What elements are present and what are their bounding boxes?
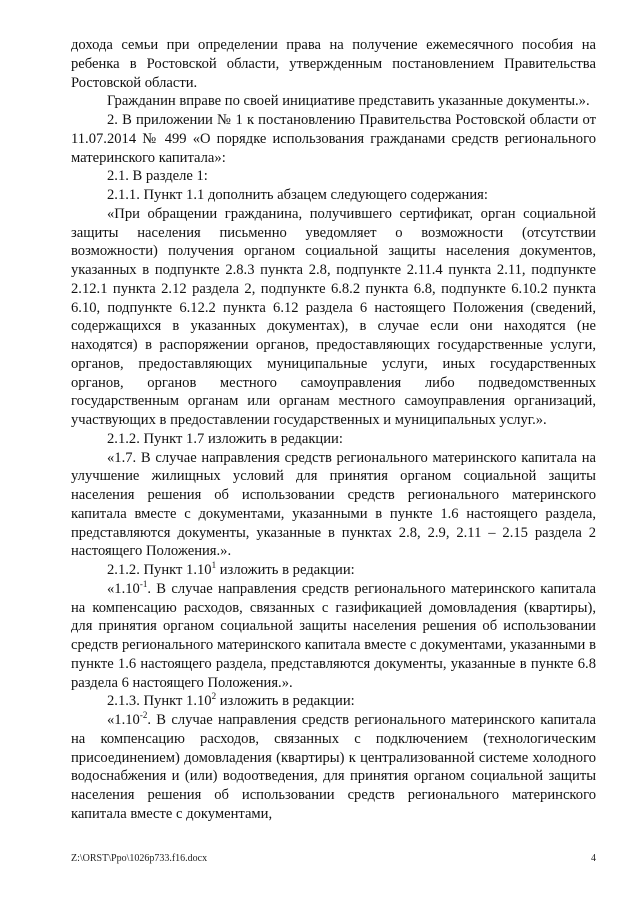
paragraph: 2.1.2. Пункт 1.7 изложить в редакции: xyxy=(107,430,343,447)
paragraph-point-1-10-1: «$1.10^{-1}$. В случае направления средств регионального материнского капитала на компенсацию расходов, связанных с газификацией домовладения (квартиры), для принятия органом социальной защиты населения решения об использовании средств регионального материнского капитала вместе с документами, указанными в пункте 1.6 настоящего раздела, представляются документы, указанные в пункте 6.8 раздела 6 настоящего Положения.». xyxy=(71,578,596,691)
paragraph-point-1-10-2-heading: 2.1.3. Пункт 1.10$^2$ изложить в редакции: xyxy=(107,691,355,710)
paragraph: дохода семьи при определении права на получение ежемесячного пособия на ребенка в Ростовской области, утвержденным постановлением Правительства Ростовской области. xyxy=(71,37,596,91)
paragraph: «При обращении гражданина, получившего сертификат, орган социальной защиты населения письменно уведомляет о возможности (отсутствии возможности) получения органом социальной защиты населения документов, указанных в подпункте 2.8.3 пункта 2.8, подпункте 2.11.4 пункта 2.11, подпункте 2.12.1 пункта 2.12 раздела 2, подпункте 6.8.2 пункта 6.8, подпункте 6.10.2 пункта 6.10, подпункте 6.12.2 пункта 6.12 раздела 6 настоящего Положения (сведений, содержащихся в указанных документах), в случае если они находятся (не находятся) в распоряжении органов, предоставляющих государственные услуги, органов, предоставляющих муниципальные услуги, иных государственных органов, органов местного самоуправления либо подведомственных государственным органам или органам местного самоуправления организаций, участвующих в предоставлении государственных и муниципальных услуг.». xyxy=(71,205,596,428)
document-body xyxy=(71,36,596,824)
paragraph: Гражданин вправе по своей инициативе представить указанные документы.». xyxy=(107,93,590,110)
paragraph: «1.7. В случае направления средств регионального материнского капитала на улучшение жилищных условий для принятия органом социальной защиты населения решения об использовании средств регионального материнского капитала вместе с документами, указанными в пункте 1.6 настоящего раздела, представляются документы, указанные в пунктах 2.8, 2.9, 2.11 – 2.15 раздела 2 настоящего Положения.». xyxy=(71,449,596,560)
paragraph: 2. В приложении № 1 к постановлению Правительства Ростовской области от 11.07.2014 № 499 «О порядке использования гражданами средств регионального материнского капитала»: xyxy=(71,112,596,166)
page-number: 4 xyxy=(591,853,596,864)
paragraph-point-1-10-2: «$1.10^{-2}$. В случае направления средств регионального материнского капитала на компенсацию расходов, связанных с подключением (технологическим присоединением) домовладения (квартиры) к централизованной системе холодного водоснабжения и (или) водоотведения, для принятия органом социальной защиты населения решения об использовании средств регионального материнского капитала вместе с документами, xyxy=(71,710,596,822)
footer-filename: Z:\ORST\Ppo\1026p733.f16.docx xyxy=(71,853,208,864)
paragraph-point-1-10-1-heading: 2.1.2. Пункт 1.10$^1$ изложить в редакции: xyxy=(107,560,355,578)
paragraph: 2.1. В разделе 1: xyxy=(107,168,208,185)
paragraph: 2.1.1. Пункт 1.1 дополнить абзацем следующего содержания: xyxy=(107,187,488,203)
